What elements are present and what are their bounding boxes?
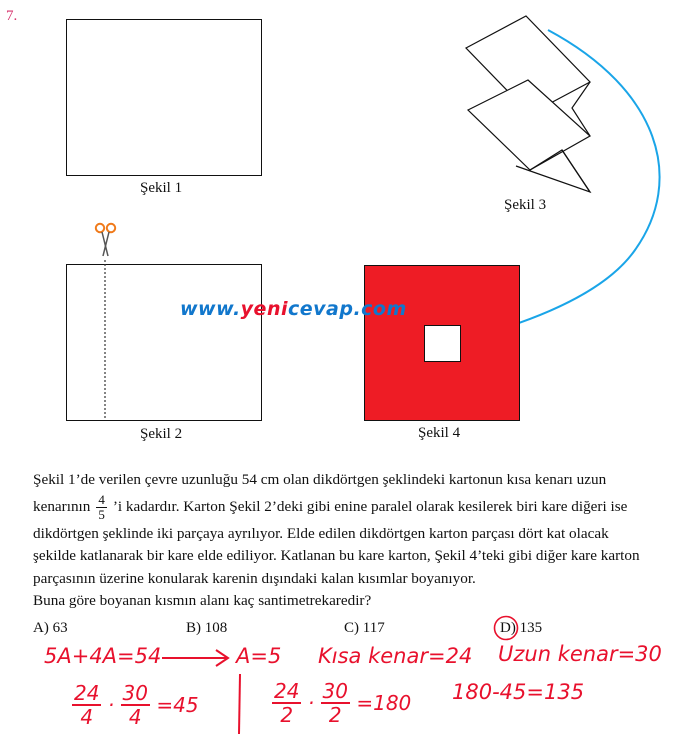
hand-arrow bbox=[158, 646, 238, 670]
question-line-5: parçasının üzerine konularak karenin dışındaki kalan kısımlar boyanıyor. bbox=[33, 569, 476, 587]
figure-4-inner-square bbox=[424, 325, 461, 362]
figure-1-caption: Şekil 1 bbox=[140, 180, 183, 196]
question-line-3: dikdörtgen şeklinde iki parçaya ayrılıyor. Elde edilen dikdörtgen karton parçası dört kat olacak bbox=[33, 524, 609, 542]
option-d[interactable]: D) 135 bbox=[500, 620, 543, 636]
figure-4-caption: Şekil 4 bbox=[418, 425, 461, 441]
option-a[interactable]: A) 63 bbox=[33, 620, 68, 636]
figure-3-caption: Şekil 3 bbox=[504, 197, 547, 213]
hand-final: 180-45=135 bbox=[452, 680, 585, 704]
hand-eq-2: A=5 bbox=[236, 644, 282, 668]
option-b[interactable]: B) 108 bbox=[186, 620, 228, 636]
hand-short-side: Kısa kenar=24 bbox=[318, 644, 473, 668]
hand-eq-1: 5A+4A=54 bbox=[44, 644, 162, 668]
question-line-2: kenarının $\frac{4}{5}$ ’i kadardır. Karton Şekil 2’deki gibi enine paralel olarak kesilerek biri kare diğeri ise bbox=[33, 491, 628, 522]
figure-2-cut-line bbox=[66, 220, 146, 425]
question-number: 7. bbox=[6, 8, 18, 24]
hand-long-side: Uzun kenar=30 bbox=[498, 642, 662, 666]
scissors-icon bbox=[96, 224, 115, 256]
watermark: www.yenicevap.com bbox=[180, 298, 407, 320]
question-line-6: Buna göre boyanan kısmın alanı kaç santimetrekaredir? bbox=[33, 592, 372, 610]
hand-frac-2: $\frac{24}{2}$ · $\frac{30}{2}$ =180 bbox=[274, 679, 412, 727]
question-line-1: Şekil 1’de verilen çevre uzunluğu 54 cm olan dikdörtgen şeklindeki kartonun kısa kenarı uzun bbox=[33, 471, 607, 488]
question-text bbox=[33, 469, 693, 613]
hand-frac-1: $\frac{24}{4}$ · $\frac{30}{4}$ =45 bbox=[74, 681, 199, 729]
option-c[interactable]: C) 117 bbox=[344, 620, 385, 636]
figure-1-rectangle bbox=[66, 19, 262, 176]
question-line-4: şekilde katlanarak bir kare elde ediliyor. Katlanan bu kare karton, Şekil 4’teki gibi diğer kare karton bbox=[33, 547, 640, 565]
hand-divider bbox=[234, 672, 246, 736]
option-d-circle bbox=[492, 614, 522, 642]
fraction-4-5: $\frac{4}{5}$ bbox=[98, 491, 105, 522]
figure-2-caption: Şekil 2 bbox=[140, 426, 183, 442]
